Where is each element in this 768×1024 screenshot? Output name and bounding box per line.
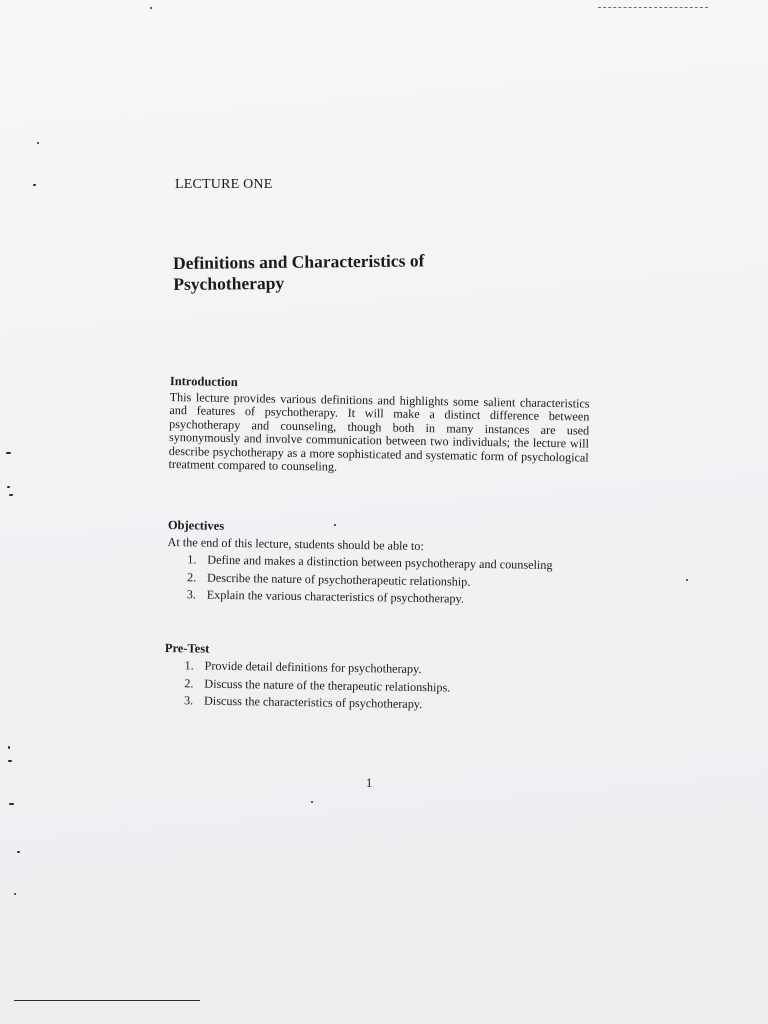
objectives-heading: Objectives (167, 518, 225, 533)
introduction-section (168, 374, 589, 478)
pretest-section (164, 641, 585, 717)
list-item-text: Define and makes a distinction between psychotherapy and counseling (207, 552, 553, 573)
scan-speck (6, 452, 11, 454)
document-title: Definitions and Characteristics of Psychotherapy (173, 250, 425, 294)
list-item-text: Describe the nature of psychotherapeutic relationship. (206, 570, 471, 589)
scan-speck (334, 524, 336, 526)
pretest-list (184, 658, 585, 714)
introduction-body: This lecture provides various definitions and highlights some salient characteristics and features of psychotherapy. It will make a distinct difference between psychotherapy and counseling, though both in many instances are used synonymously and involve communication between two individuals; the lecture will describe psychotherapy as a more sophisticated and systematic form of psychological treatment compared to counseling. (168, 389, 590, 474)
scan-speck (9, 494, 13, 496)
introduction-heading: Introduction (169, 374, 238, 390)
list-item (184, 693, 584, 714)
scan-speck (9, 803, 14, 805)
scan-speck (8, 746, 10, 749)
list-item-number: 1. (187, 552, 197, 567)
list-item-text: Discuss the nature of the therapeutic relationships. (204, 676, 451, 694)
scan-speck (33, 184, 36, 186)
lecture-label: LECTURE ONE (175, 177, 273, 192)
scan-speck (8, 760, 12, 762)
objectives-list (187, 552, 588, 608)
scan-speck (17, 851, 20, 853)
top-edge-marks (598, 7, 708, 8)
scan-speck (311, 801, 313, 803)
objectives-section (167, 518, 588, 611)
scan-speck (37, 142, 39, 144)
bottom-edge-rule (14, 1000, 200, 1001)
scan-speck (14, 893, 16, 895)
list-item-number: 3. (183, 693, 194, 708)
list-item-text: Discuss the characteristics of psychotherapy. (203, 693, 423, 712)
objectives-lead: At the end of this lecture, students should be able to: (167, 534, 424, 554)
list-item-number: 2. (186, 569, 197, 584)
page-number: 1 (366, 776, 373, 790)
list-item-number: 3. (186, 587, 197, 602)
scan-speck (150, 7, 152, 9)
list-item-number: 2. (184, 675, 194, 690)
scan-speck (686, 579, 688, 581)
list-item-text: Explain the various characteristics of psychotherapy. (206, 587, 464, 606)
list-item-number: 1. (184, 658, 194, 673)
pretest-heading: Pre-Test (164, 641, 210, 656)
list-item-text: Provide detail definitions for psychotherapy. (204, 658, 422, 677)
list-item (187, 587, 587, 608)
scan-speck (7, 486, 10, 488)
